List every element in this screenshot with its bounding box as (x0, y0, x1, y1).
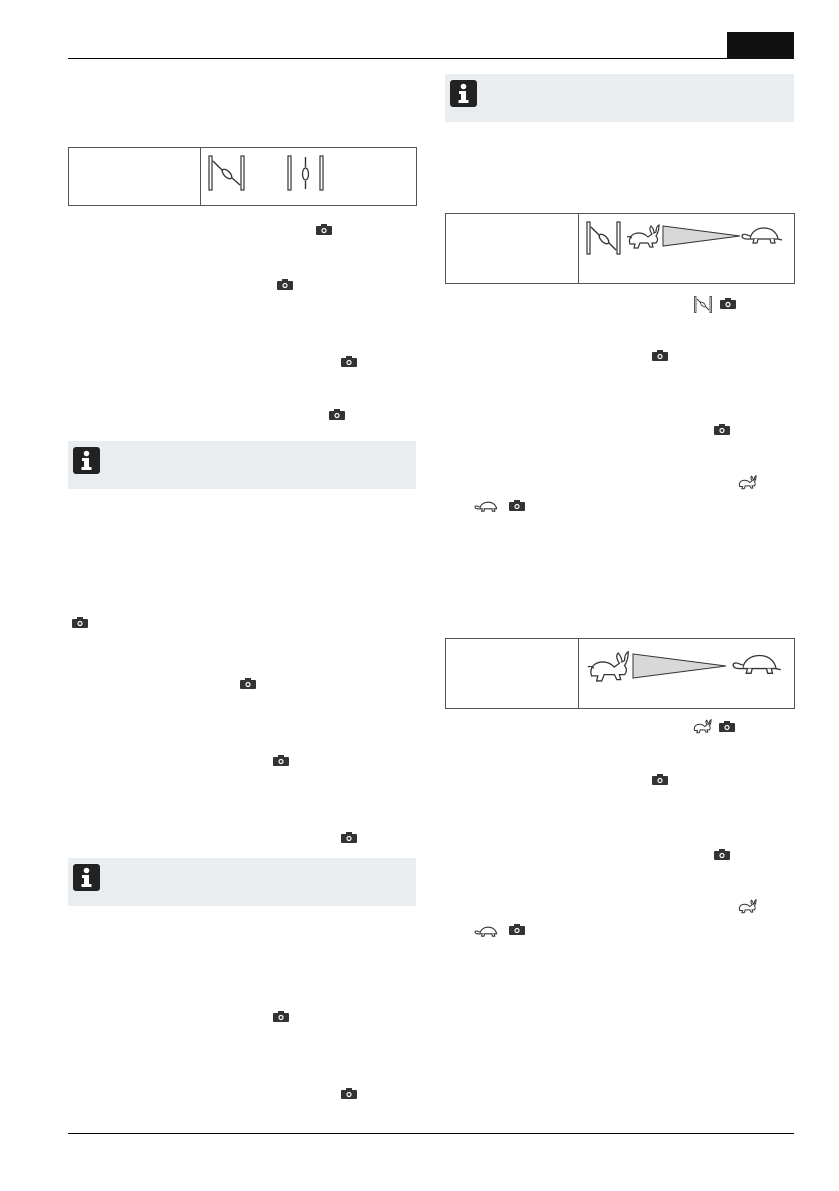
info-icon (73, 864, 100, 891)
camera-icon (714, 424, 730, 435)
camera-icon (277, 279, 293, 290)
camera-icon (72, 617, 88, 628)
symbol-table-label-cell (446, 639, 579, 708)
camera-icon (341, 356, 357, 367)
symbol-table-speed (445, 638, 795, 709)
speed-wedge-icon (632, 653, 728, 684)
info-note (445, 74, 794, 122)
valve-open-icon (287, 155, 325, 196)
camera-icon (720, 298, 736, 309)
valve-closed-icon (694, 296, 712, 318)
camera-icon (329, 409, 345, 420)
symbol-table-label-cell (446, 214, 579, 283)
camera-icon (509, 924, 525, 935)
info-icon (450, 80, 477, 107)
camera-icon (652, 774, 668, 785)
camera-icon (652, 350, 668, 361)
camera-icon (509, 500, 525, 511)
turtle-slow-icon (741, 226, 783, 251)
camera-icon (719, 721, 735, 732)
turtle-slow-icon (474, 925, 500, 943)
rabbit-fast-icon (586, 648, 630, 691)
camera-icon (240, 678, 256, 689)
info-note (68, 441, 416, 489)
header-rule (68, 58, 794, 59)
footer-rule (68, 1133, 794, 1134)
camera-icon (273, 1011, 289, 1022)
valve-closed-icon (586, 221, 622, 260)
header-tab (727, 32, 794, 59)
camera-icon (341, 832, 357, 843)
rabbit-fast-icon (737, 474, 757, 496)
rabbit-fast-icon (737, 898, 757, 920)
info-note (68, 858, 416, 906)
rabbit-fast-icon (626, 222, 660, 257)
speed-wedge-icon (662, 225, 742, 252)
rabbit-fast-icon (692, 718, 712, 740)
turtle-slow-icon (474, 500, 500, 518)
camera-icon (714, 849, 730, 860)
symbol-table-valve-speed (445, 213, 795, 284)
turtle-slow-icon (732, 653, 782, 682)
camera-icon (273, 755, 289, 766)
camera-icon (316, 224, 332, 235)
info-icon (73, 447, 100, 474)
camera-icon (341, 1088, 357, 1099)
valve-closed-icon (208, 155, 246, 196)
symbol-table-label-cell (69, 148, 201, 205)
symbol-table-valve (68, 147, 417, 206)
